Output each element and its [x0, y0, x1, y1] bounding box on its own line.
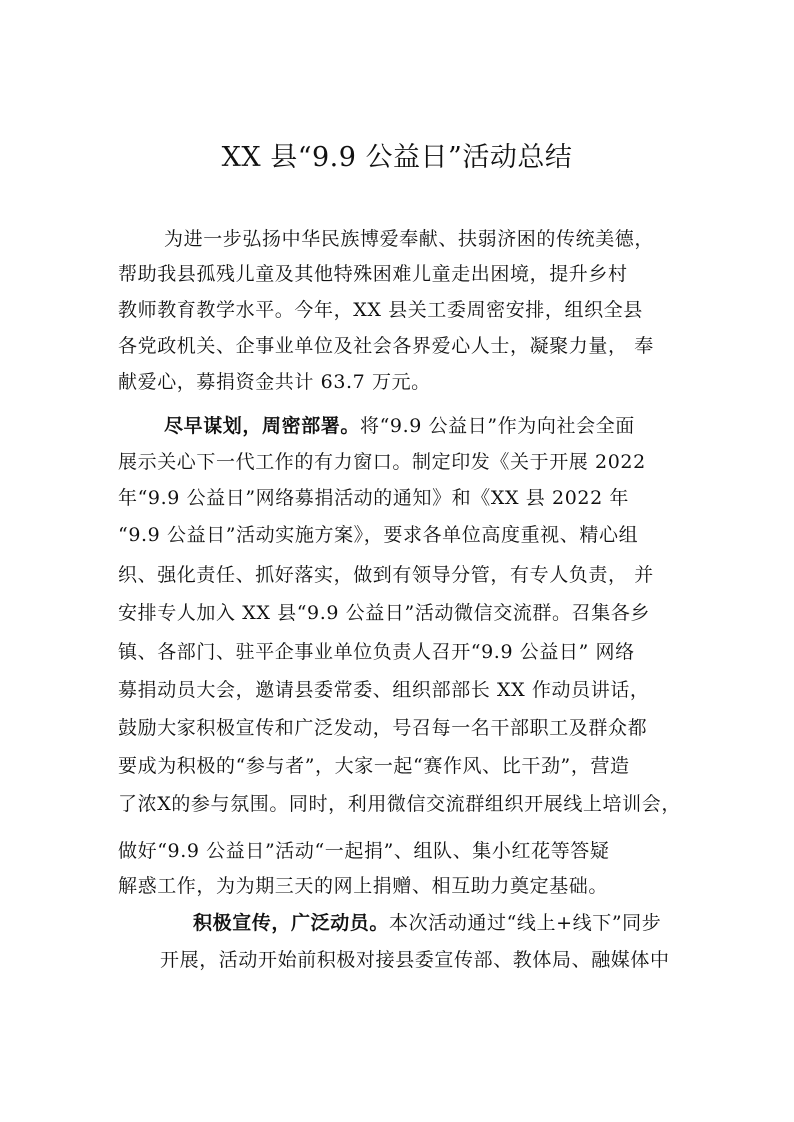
paragraph-1-line-3: 教师教育教学水平。今年，XX 县关工委周密安排，组织全县 — [118, 299, 643, 321]
paragraph-3-line-1 — [193, 909, 661, 937]
paragraph-2-line-3: 年“9.9 公益日”网络募捐活动的通知》和《XX 县 2022 年 — [118, 487, 630, 509]
paragraph-2-line-9: 鼓励大家积极宣传和广泛发动，号召每一名干部职工及群众都 — [118, 717, 648, 739]
paragraph-2-heading: 尽早谋划，周密部署。 — [164, 415, 361, 437]
paragraph-1-line-4: 各党政机关、企事业单位及社会各界爱心人士，凝聚力量， 奉 — [118, 335, 654, 357]
paragraph-2-line-12: 做好“9.9 公益日”活动“一起捐”、组队、集小红花等答疑 — [118, 840, 610, 862]
paragraph-1-line-5: 献爱心，募捐资金共计 63.7 万元。 — [118, 371, 431, 393]
paragraph-2-line-10: 要成为积极的“参与者”，大家一起“赛作风、比干劲”，营造 — [118, 755, 630, 777]
paragraph-3-first-line-text: 本次活动通过“线上+线下”同步 — [389, 912, 662, 934]
paragraph-2-line-11: 了浓X的参与氛围。同时，利用微信交流群组织开展线上培训会， — [118, 793, 681, 815]
paragraph-3-line-2: 开展，活动开始前积极对接县委宣传部、教体局、融媒体中 — [160, 949, 670, 971]
paragraph-2-first-line-text: 将“9.9 公益日”作为向社会全面 — [360, 415, 635, 437]
paragraph-1-line-2: 帮助我县孤残儿童及其他特殊困难儿童走出困境，提升乡村 — [118, 263, 628, 285]
paragraph-2-line-7: 镇、各部门、驻平企事业单位负责人召开“9.9 公益日” 网络 — [118, 641, 635, 663]
paragraph-3-heading: 积极宣传，广泛动员。 — [193, 912, 390, 934]
paragraph-2-line-8: 募捐动员大会，邀请县委常委、组织部部长 XX 作动员讲话， — [118, 679, 650, 701]
document-title: XX 县“9.9 公益日”活动总结 — [221, 142, 573, 173]
paragraph-1-line-1: 为进一步弘扬中华民族博爱奉献、扶弱济困的传统美德， — [164, 228, 655, 250]
paragraph-2-line-6: 安排专人加入 XX 县“9.9 公益日”活动微信交流群。召集各乡 — [118, 602, 651, 624]
paragraph-2-line-13: 解惑工作，为为期三天的网上捐赠、相互助力奠定基础。 — [118, 875, 609, 897]
paragraph-2-line-5: 织、强化责任、抓好落实，做到有领导分管，有专人负责， 并 — [118, 564, 654, 586]
paragraph-2-line-1 — [164, 412, 635, 440]
paragraph-2-line-4: “9.9 公益日”活动实施方案》，要求各单位高度重视、精心组 — [118, 524, 639, 546]
paragraph-2-line-2: 展示关心下一代工作的有力窗口。制定印发《关于开展 2022 — [118, 451, 646, 473]
